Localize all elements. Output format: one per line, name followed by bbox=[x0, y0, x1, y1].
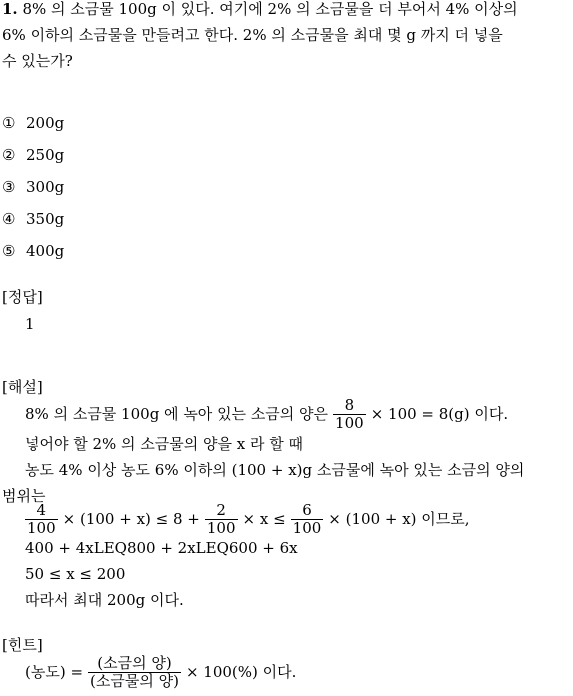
explanation-label: [해설] bbox=[2, 378, 43, 396]
choice-4[interactable] bbox=[2, 212, 64, 227]
inequality-mid-1: × (100 + x) ≤ 8 + bbox=[62, 510, 200, 528]
question-text-3: 수 있는가? bbox=[2, 52, 73, 70]
choice-mark-4: ④ bbox=[2, 210, 16, 228]
explanation-line-1 bbox=[25, 398, 508, 431]
choice-text-1: 200g bbox=[26, 114, 65, 132]
fraction-4-100-num: 4 bbox=[36, 501, 47, 519]
choice-mark-5: ⑤ bbox=[2, 242, 16, 260]
question-number: 1. bbox=[2, 0, 18, 18]
hint-pre: (농도) = bbox=[25, 663, 84, 681]
fraction-2-100-den: 100 bbox=[206, 519, 236, 537]
choice-text-2: 250g bbox=[26, 146, 65, 164]
question-text-1: 8% 의 소금물 100g 이 있다. 여기에 2% 의 소금물을 더 부어서 4% 이상의 bbox=[22, 0, 518, 18]
hint-label: [힌트] bbox=[2, 636, 43, 654]
choice-1[interactable] bbox=[2, 116, 64, 131]
explanation-line-6: 400 + 4xLEQ800 + 2xLEQ600 + 6x bbox=[25, 539, 298, 557]
answer-value: 1 bbox=[25, 315, 35, 333]
hint-formula bbox=[25, 656, 296, 689]
question-line-1 bbox=[2, 2, 518, 17]
hint-fraction bbox=[88, 656, 181, 689]
inequality-post: × (100 + x) 이므로, bbox=[328, 510, 470, 528]
explanation-line-3: 농도 4% 이상 농도 6% 이하의 (100 + x)g 소금물에 녹아 있는 소금의 양의 bbox=[25, 461, 525, 479]
choice-text-4: 350g bbox=[26, 210, 65, 228]
fraction-6-100-den: 100 bbox=[292, 519, 322, 537]
salt-fraction bbox=[333, 398, 366, 431]
choice-2[interactable] bbox=[2, 148, 64, 163]
fraction-2-100 bbox=[205, 503, 238, 536]
choice-5[interactable] bbox=[2, 244, 64, 259]
fraction-6-100-num: 6 bbox=[302, 501, 312, 519]
explanation-line-1-pre: 8% 의 소금물 100g 에 녹아 있는 소금의 양은 bbox=[25, 405, 329, 423]
hint-fraction-num: (소금의 양) bbox=[97, 654, 172, 672]
explanation-line-4: 범위는 bbox=[2, 487, 46, 505]
answer-label: [정답] bbox=[2, 288, 43, 306]
fraction-4-100-den: 100 bbox=[27, 519, 56, 537]
choice-text-3: 300g bbox=[26, 178, 65, 196]
fraction-4-100 bbox=[25, 503, 58, 536]
salt-fraction-num: 8 bbox=[344, 396, 355, 414]
explanation-line-8: 따라서 최대 200g 이다. bbox=[25, 591, 184, 609]
choice-mark-2: ② bbox=[2, 146, 16, 164]
choice-text-5: 400g bbox=[26, 242, 65, 260]
choice-3[interactable] bbox=[2, 180, 64, 195]
question-text-2: 6% 이하의 소금물을 만들려고 한다. 2% 의 소금물을 최대 몇 g 까지 더 넣을 bbox=[2, 26, 503, 44]
choice-mark-3: ③ bbox=[2, 178, 16, 196]
explanation-line-1-post: × 100 = 8(g) 이다. bbox=[370, 405, 509, 423]
explanation-line-7: 50 ≤ x ≤ 200 bbox=[25, 565, 126, 583]
hint-fraction-den: (소금물의 양) bbox=[90, 672, 179, 690]
hint-post: × 100(%) 이다. bbox=[185, 663, 297, 681]
explanation-inequality bbox=[25, 503, 470, 536]
inequality-mid-2: × x ≤ bbox=[242, 510, 286, 528]
fraction-6-100 bbox=[291, 503, 324, 536]
fraction-2-100-num: 2 bbox=[216, 501, 226, 519]
choice-mark-1: ① bbox=[2, 114, 16, 132]
explanation-line-2: 넣어야 할 2% 의 소금물의 양을 x 라 할 때 bbox=[25, 435, 304, 453]
salt-fraction-den: 100 bbox=[335, 414, 364, 432]
